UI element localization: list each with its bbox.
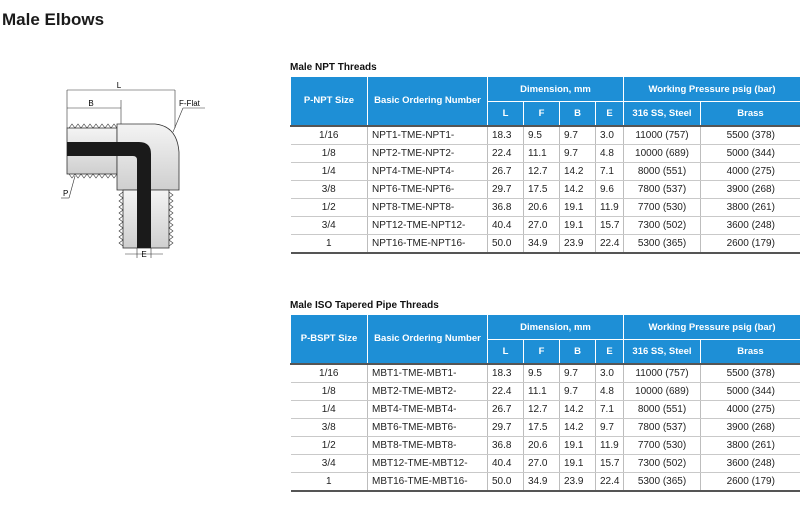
table-row (291, 454, 800, 472)
pressure-ss-cell: 7800 (537) (624, 180, 701, 198)
dim-b-cell: 14.2 (560, 180, 596, 198)
dim-e-cell: 3.0 (596, 364, 624, 383)
dim-e-cell: 15.7 (596, 216, 624, 234)
table-row (291, 234, 800, 253)
pressure-brass-cell: 3600 (248) (701, 216, 800, 234)
dim-l-cell: 18.3 (488, 126, 524, 145)
dim-l-header: L (488, 340, 524, 364)
table-row (291, 472, 800, 491)
page-title: Male Elbows (2, 10, 105, 29)
dim-b-cell: 14.2 (560, 400, 596, 418)
npt-table-body (291, 126, 800, 253)
dim-b-cell: 9.7 (560, 126, 596, 145)
size-cell: 1/4 (291, 400, 368, 418)
ordering-number-cell: MBT1-TME-MBT1- (368, 364, 488, 383)
dim-l-header: L (488, 102, 524, 126)
dim-e-cell: 9.7 (596, 418, 624, 436)
dim-b-cell: 19.1 (560, 454, 596, 472)
table-row (291, 364, 800, 383)
iso-section-title: Male ISO Tapered Pipe Threads (290, 300, 439, 311)
pressure-header: Working Pressure psig (bar) (624, 77, 800, 102)
ordering-number-cell: NPT8-TME-NPT8- (368, 198, 488, 216)
ordering-number-cell: MBT8-TME-MBT8- (368, 436, 488, 454)
dim-f-cell: 20.6 (524, 198, 560, 216)
ordering-number-cell: NPT2-TME-NPT2- (368, 144, 488, 162)
ordering-number-cell: NPT1-TME-NPT1- (368, 126, 488, 145)
dim-b-cell: 19.1 (560, 216, 596, 234)
pressure-ss-cell: 7300 (502) (624, 216, 701, 234)
pressure-ss-cell: 7700 (530) (624, 436, 701, 454)
dim-l-cell: 26.7 (488, 162, 524, 180)
size-header: P-BSPT Size (291, 315, 368, 364)
dim-f-cell: 34.9 (524, 234, 560, 253)
dim-e-cell: 3.0 (596, 126, 624, 145)
dim-b-cell: 19.1 (560, 198, 596, 216)
dimension-header: Dimension, mm (488, 77, 624, 102)
dim-f-cell: 27.0 (524, 216, 560, 234)
dim-l-cell: 26.7 (488, 400, 524, 418)
pressure-ss-cell: 10000 (689) (624, 382, 701, 400)
dim-b-cell: 23.9 (560, 234, 596, 253)
pressure-brass-cell: 3600 (248) (701, 454, 800, 472)
dim-b-header: B (560, 102, 596, 126)
pressure-ss-cell: 8000 (551) (624, 400, 701, 418)
ss-header: 316 SS, Steel (624, 102, 701, 126)
dim-l-cell: 29.7 (488, 418, 524, 436)
dim-f-cell: 12.7 (524, 400, 560, 418)
pressure-brass-cell: 3900 (268) (701, 180, 800, 198)
dim-f-cell: 20.6 (524, 436, 560, 454)
dim-b-label: B (88, 99, 94, 108)
size-cell: 1/2 (291, 198, 368, 216)
size-cell: 1/16 (291, 364, 368, 383)
pressure-brass-cell: 3900 (268) (701, 418, 800, 436)
table-row (291, 418, 800, 436)
table-row (291, 180, 800, 198)
ordering-number-cell: MBT6-TME-MBT6- (368, 418, 488, 436)
dim-b-cell: 19.1 (560, 436, 596, 454)
table-row (291, 198, 800, 216)
pressure-brass-cell: 5500 (378) (701, 364, 800, 383)
pressure-ss-cell: 11000 (757) (624, 364, 701, 383)
pressure-brass-cell: 3800 (261) (701, 198, 800, 216)
dim-f-label: F-Flat (179, 99, 200, 108)
size-header: P-NPT Size (291, 77, 368, 126)
dim-l-cell: 40.4 (488, 216, 524, 234)
dim-f-cell: 9.5 (524, 126, 560, 145)
dim-l-cell: 36.8 (488, 436, 524, 454)
ordering-number-cell: NPT6-TME-NPT6- (368, 180, 488, 198)
dim-f-header: F (524, 340, 560, 364)
dim-e-cell: 9.6 (596, 180, 624, 198)
ordering-number-cell: MBT16-TME-MBT16- (368, 472, 488, 491)
table-row (291, 436, 800, 454)
pressure-ss-cell: 7300 (502) (624, 454, 701, 472)
dim-b-cell: 9.7 (560, 382, 596, 400)
pressure-ss-cell: 10000 (689) (624, 144, 701, 162)
table-row (291, 144, 800, 162)
table-row (291, 126, 800, 145)
dim-b-cell: 14.2 (560, 418, 596, 436)
pressure-ss-cell: 7800 (537) (624, 418, 701, 436)
size-cell: 3/4 (291, 216, 368, 234)
dim-b-cell: 9.7 (560, 364, 596, 383)
dim-f-cell: 27.0 (524, 454, 560, 472)
pressure-brass-cell: 4000 (275) (701, 162, 800, 180)
ordering-header: Basic Ordering Number (368, 315, 488, 364)
dim-l-cell: 29.7 (488, 180, 524, 198)
size-cell: 1/8 (291, 144, 368, 162)
dim-e-cell: 11.9 (596, 198, 624, 216)
pressure-brass-cell: 4000 (275) (701, 400, 800, 418)
dim-e-header: E (596, 102, 624, 126)
pressure-brass-cell: 5500 (378) (701, 126, 800, 145)
pressure-ss-cell: 8000 (551) (624, 162, 701, 180)
dim-e-cell: 4.8 (596, 144, 624, 162)
ordering-number-cell: NPT12-TME-NPT12- (368, 216, 488, 234)
dim-e-cell: 7.1 (596, 162, 624, 180)
size-cell: 3/8 (291, 418, 368, 436)
dim-f-cell: 9.5 (524, 364, 560, 383)
dim-l-cell: 22.4 (488, 144, 524, 162)
table-row (291, 162, 800, 180)
pressure-brass-cell: 3800 (261) (701, 436, 800, 454)
dim-e-header: E (596, 340, 624, 364)
size-cell: 3/8 (291, 180, 368, 198)
dim-e-cell: 4.8 (596, 382, 624, 400)
brass-header: Brass (701, 340, 800, 364)
size-cell: 1/2 (291, 436, 368, 454)
pressure-ss-cell: 5300 (365) (624, 472, 701, 491)
brass-header: Brass (701, 102, 800, 126)
dim-f-cell: 34.9 (524, 472, 560, 491)
dim-e-cell: 11.9 (596, 436, 624, 454)
pressure-brass-cell: 5000 (344) (701, 144, 800, 162)
size-cell: 1/4 (291, 162, 368, 180)
pressure-brass-cell: 5000 (344) (701, 382, 800, 400)
size-cell: 1 (291, 472, 368, 491)
ss-header: 316 SS, Steel (624, 340, 701, 364)
pressure-header: Working Pressure psig (bar) (624, 315, 800, 340)
size-cell: 3/4 (291, 454, 368, 472)
iso-table (290, 314, 800, 492)
npt-section-title: Male NPT Threads (290, 62, 377, 73)
ordering-number-cell: NPT4-TME-NPT4- (368, 162, 488, 180)
male-elbow-diagram (55, 82, 215, 262)
dim-f-header: F (524, 102, 560, 126)
size-cell: 1/8 (291, 382, 368, 400)
pressure-brass-cell: 2600 (179) (701, 472, 800, 491)
dim-l-label: L (116, 82, 122, 90)
ordering-number-cell: MBT4-TME-MBT4- (368, 400, 488, 418)
dim-b-header: B (560, 340, 596, 364)
dim-f-cell: 17.5 (524, 418, 560, 436)
dim-e-cell: 15.7 (596, 454, 624, 472)
dim-f-cell: 12.7 (524, 162, 560, 180)
pressure-ss-cell: 11000 (757) (624, 126, 701, 145)
ordering-number-cell: MBT2-TME-MBT2- (368, 382, 488, 400)
size-cell: 1 (291, 234, 368, 253)
ordering-header: Basic Ordering Number (368, 77, 488, 126)
table-row (291, 216, 800, 234)
dim-b-cell: 14.2 (560, 162, 596, 180)
dim-l-cell: 40.4 (488, 454, 524, 472)
table-row (291, 400, 800, 418)
dim-l-cell: 36.8 (488, 198, 524, 216)
ordering-number-cell: MBT12-TME-MBT12- (368, 454, 488, 472)
dim-l-cell: 22.4 (488, 382, 524, 400)
pressure-ss-cell: 7700 (530) (624, 198, 701, 216)
dim-f-cell: 11.1 (524, 144, 560, 162)
dim-f-cell: 17.5 (524, 180, 560, 198)
dim-l-cell: 50.0 (488, 472, 524, 491)
dim-l-cell: 18.3 (488, 364, 524, 383)
pressure-ss-cell: 5300 (365) (624, 234, 701, 253)
iso-table-body (291, 364, 800, 491)
dimension-header: Dimension, mm (488, 315, 624, 340)
pressure-brass-cell: 2600 (179) (701, 234, 800, 253)
dim-e-cell: 7.1 (596, 400, 624, 418)
dim-e-cell: 22.4 (596, 234, 624, 253)
size-cell: 1/16 (291, 126, 368, 145)
dim-e-cell: 22.4 (596, 472, 624, 491)
dim-p-label: P (63, 189, 69, 198)
table-row (291, 382, 800, 400)
dim-f-cell: 11.1 (524, 382, 560, 400)
dim-b-cell: 9.7 (560, 144, 596, 162)
dim-b-cell: 23.9 (560, 472, 596, 491)
dim-l-cell: 50.0 (488, 234, 524, 253)
ordering-number-cell: NPT16-TME-NPT16- (368, 234, 488, 253)
dim-e-label: E (141, 250, 147, 259)
npt-table (290, 76, 800, 254)
